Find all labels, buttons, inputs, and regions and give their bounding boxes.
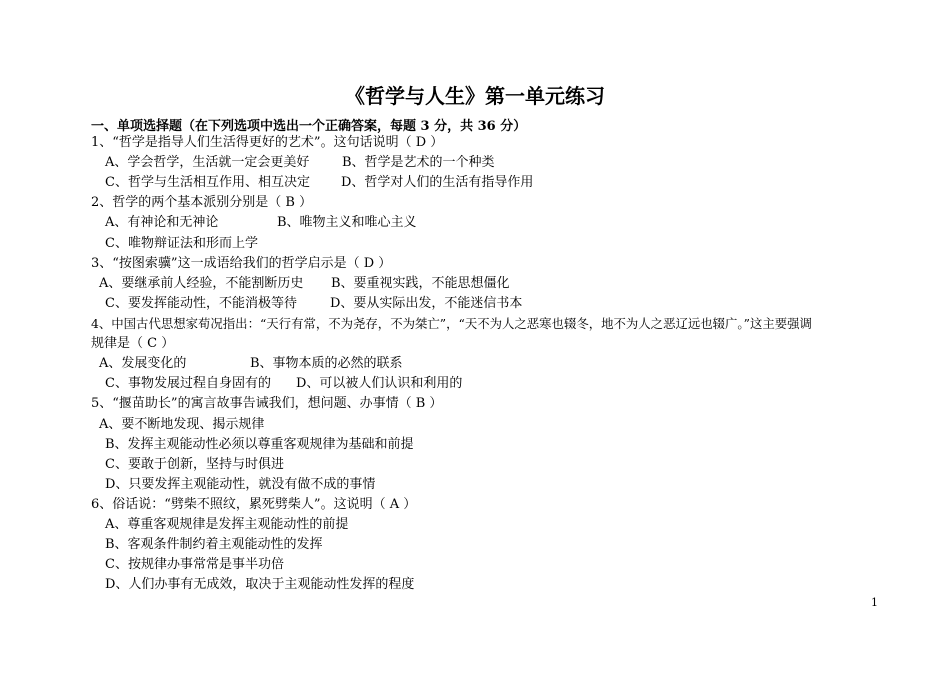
option-2c: C、唯物辩证法和形而上学: [105, 236, 258, 251]
option-2a: A、有神论和无神论: [105, 215, 219, 230]
option-4b: B、事物本质的必然的联系: [250, 356, 403, 371]
option-1d: D、哲学对人们的生活有指导作用: [341, 175, 534, 190]
question-4-stem-line-1: 4、中国古代思想家荀况指出：“天行有常，不为尧存，不为桀亡”，“天不为人之恶寒也辍冬，地不为人之恶辽远也辍广。”这主要强调: [91, 316, 812, 331]
option-3b: B、要重视实践，不能思想僵化: [331, 276, 510, 291]
option-1a: A、学会哲学，生活就一定会更美好: [105, 155, 310, 170]
question-1-options-row-2: [105, 175, 533, 191]
option-3d: D、要从实际出发，不能迷信书本: [330, 296, 523, 311]
option-6d: D、人们办事有无成效，取决于主观能动性发挥的程度: [105, 577, 415, 592]
question-2-options-row-1: [105, 215, 417, 231]
option-6a: A、尊重客观规律是发挥主观能动性的前提: [105, 517, 349, 532]
question-4-stem-line-2: 规律是（ C ）: [91, 336, 175, 351]
question-1-stem: 1、“哲学是指导人们生活得更好的艺术”。这句话说明（ D ）: [91, 135, 444, 150]
option-5c: C、要敢于创新，坚持与时俱进: [105, 457, 284, 472]
option-4c: C、事物发展过程自身固有的: [105, 376, 271, 391]
option-5d: D、只要发挥主观能动性，就没有做不成的事情: [105, 477, 376, 492]
page-number: 1: [871, 596, 878, 609]
option-5a: A、要不断地发现、揭示规律: [99, 417, 265, 432]
option-1c: C、哲学与生活相互作用、相互决定: [105, 175, 310, 190]
option-6c: C、按规律办事常常是事半功倍: [105, 557, 284, 572]
option-2b: B、唯物主义和唯心主义: [277, 215, 417, 230]
document-title: 《哲学与人生》第一单元练习: [345, 84, 605, 108]
question-2-stem: 2、哲学的两个基本派别分别是（ B ）: [91, 195, 313, 210]
section-heading: 一、单项选择题（在下列选项中选出一个正确答案，每题 3 分，共 36 分）: [91, 119, 527, 134]
question-1-options-row-1: [105, 155, 495, 171]
question-3-stem: 3、“按图索骥”这一成语给我们的哲学启示是（ D ）: [91, 256, 392, 271]
question-3-options-row-2: [105, 296, 522, 312]
question-5-stem: 5、“揠苗助长”的寓言故事告诫我们，想问题、办事情（ B ）: [91, 396, 443, 411]
option-3a: A、要继承前人经验，不能割断历史: [99, 276, 304, 291]
question-6-stem: 6、俗话说：“劈柴不照纹，累死劈柴人”。这说明（ A ）: [91, 497, 417, 512]
question-3-options-row-1: [99, 276, 510, 292]
option-5b: B、发挥主观能动性必须以尊重客观规律为基础和前提: [105, 437, 414, 452]
option-3c: C、要发挥能动性，不能消极等待: [105, 296, 297, 311]
option-4a: A、发展变化的: [99, 356, 187, 371]
option-4d: D、可以被人们认识和利用的: [296, 376, 463, 391]
option-6b: B、客观条件制约着主观能动性的发挥: [105, 537, 323, 552]
option-1b: B、哲学是艺术的一个种类: [342, 155, 495, 170]
question-4-options-row-1: [99, 356, 403, 372]
question-4-options-row-2: [105, 376, 462, 392]
